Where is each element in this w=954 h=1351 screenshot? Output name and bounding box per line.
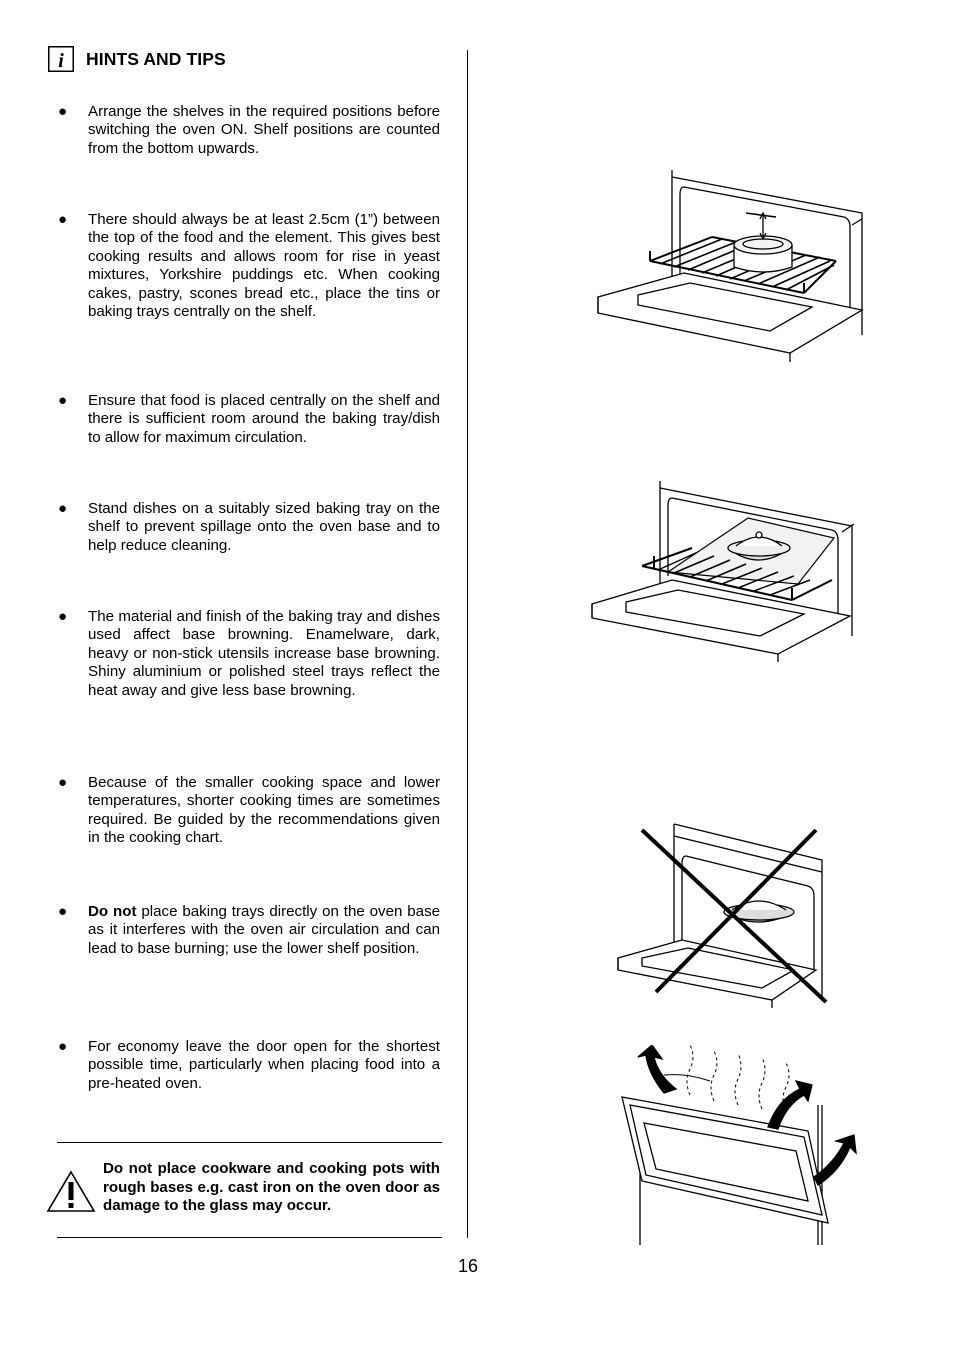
- bullet-icon: ●: [58, 211, 68, 228]
- warning-triangle-icon: [46, 1170, 96, 1214]
- page-number: 16: [457, 1256, 479, 1276]
- tip-item: [58, 392, 440, 447]
- tip-item: [58, 211, 440, 321]
- tip-text: Ensure that food is placed centrally on the shelf and there is sufficient room around the baking tray/dish to allow for maximum circulation.: [88, 392, 440, 446]
- tip-text: [88, 903, 440, 958]
- tip-text-rest: place baking trays directly on the oven base as it interferes with the oven air circulation and can lead to base burning; use the lower shelf position.: [88, 903, 441, 957]
- warning-box: [46, 1160, 440, 1216]
- bullet-icon: ●: [58, 500, 68, 517]
- tip-item: [58, 903, 440, 958]
- tip-text: Arrange the shelves in the required positions before switching the oven ON. Shelf positions are counted from the bottom upwards.: [88, 103, 440, 157]
- tip-text: For economy leave the door open for the shortest possible time, particularly when placing food into a pre-heated oven.: [88, 1038, 440, 1092]
- bullet-icon: ●: [58, 103, 68, 120]
- tip-text: There should always be at least 2.5cm (1”) between the top of the food and the element. This gives best cooking results and allows room for rise in yeast mixtures, Yorkshire puddings etc. When cooking cakes, pastry, scones bread etc., place the tins or baking trays centrally on the shelf.: [88, 211, 440, 321]
- tip-item: [58, 500, 440, 555]
- warning-top-rule: [57, 1142, 442, 1143]
- oven-door-heat-escape-illustration: [618, 1045, 862, 1250]
- oven-shelf-clearance-illustration: [594, 165, 866, 365]
- page-title: HINTS AND TIPS: [86, 48, 226, 69]
- tip-item: [58, 774, 440, 848]
- bullet-icon: ●: [58, 903, 68, 920]
- oven-base-crossed-illustration: [612, 820, 840, 1010]
- oven-tray-on-shelf-illustration: [588, 476, 860, 666]
- info-icon: [48, 46, 74, 72]
- warning-bottom-rule: [57, 1237, 442, 1238]
- warning-text: Do not place cookware and cooking pots with rough bases e.g. cast iron on the oven door as damage to the glass may occur.: [103, 1160, 440, 1214]
- tip-item: [58, 103, 440, 158]
- svg-text:i: i: [58, 50, 64, 72]
- bullet-icon: ●: [58, 608, 68, 625]
- bullet-icon: ●: [58, 1038, 68, 1055]
- column-divider: [467, 50, 468, 1238]
- tip-text: Stand dishes on a suitably sized baking tray on the shelf to prevent spillage onto the oven base and to help reduce cleaning.: [88, 500, 440, 554]
- tip-text: Because of the smaller cooking space and lower temperatures, shorter cooking times are sometimes required. Be guided by the recommendations given in the cooking chart.: [88, 774, 440, 847]
- emphasis-text: Do not: [88, 903, 137, 920]
- section-header: [48, 46, 226, 72]
- bullet-icon: ●: [58, 392, 68, 409]
- tip-item: [58, 1038, 440, 1093]
- bullet-icon: ●: [58, 774, 68, 791]
- tip-item: [58, 608, 440, 700]
- tip-text: The material and finish of the baking tray and dishes used affect base browning. Enamelware, dark, heavy or non-stick utensils increase base browning. Shiny aluminium or polished steel trays reflect the heat away and give less base browning.: [88, 608, 440, 699]
